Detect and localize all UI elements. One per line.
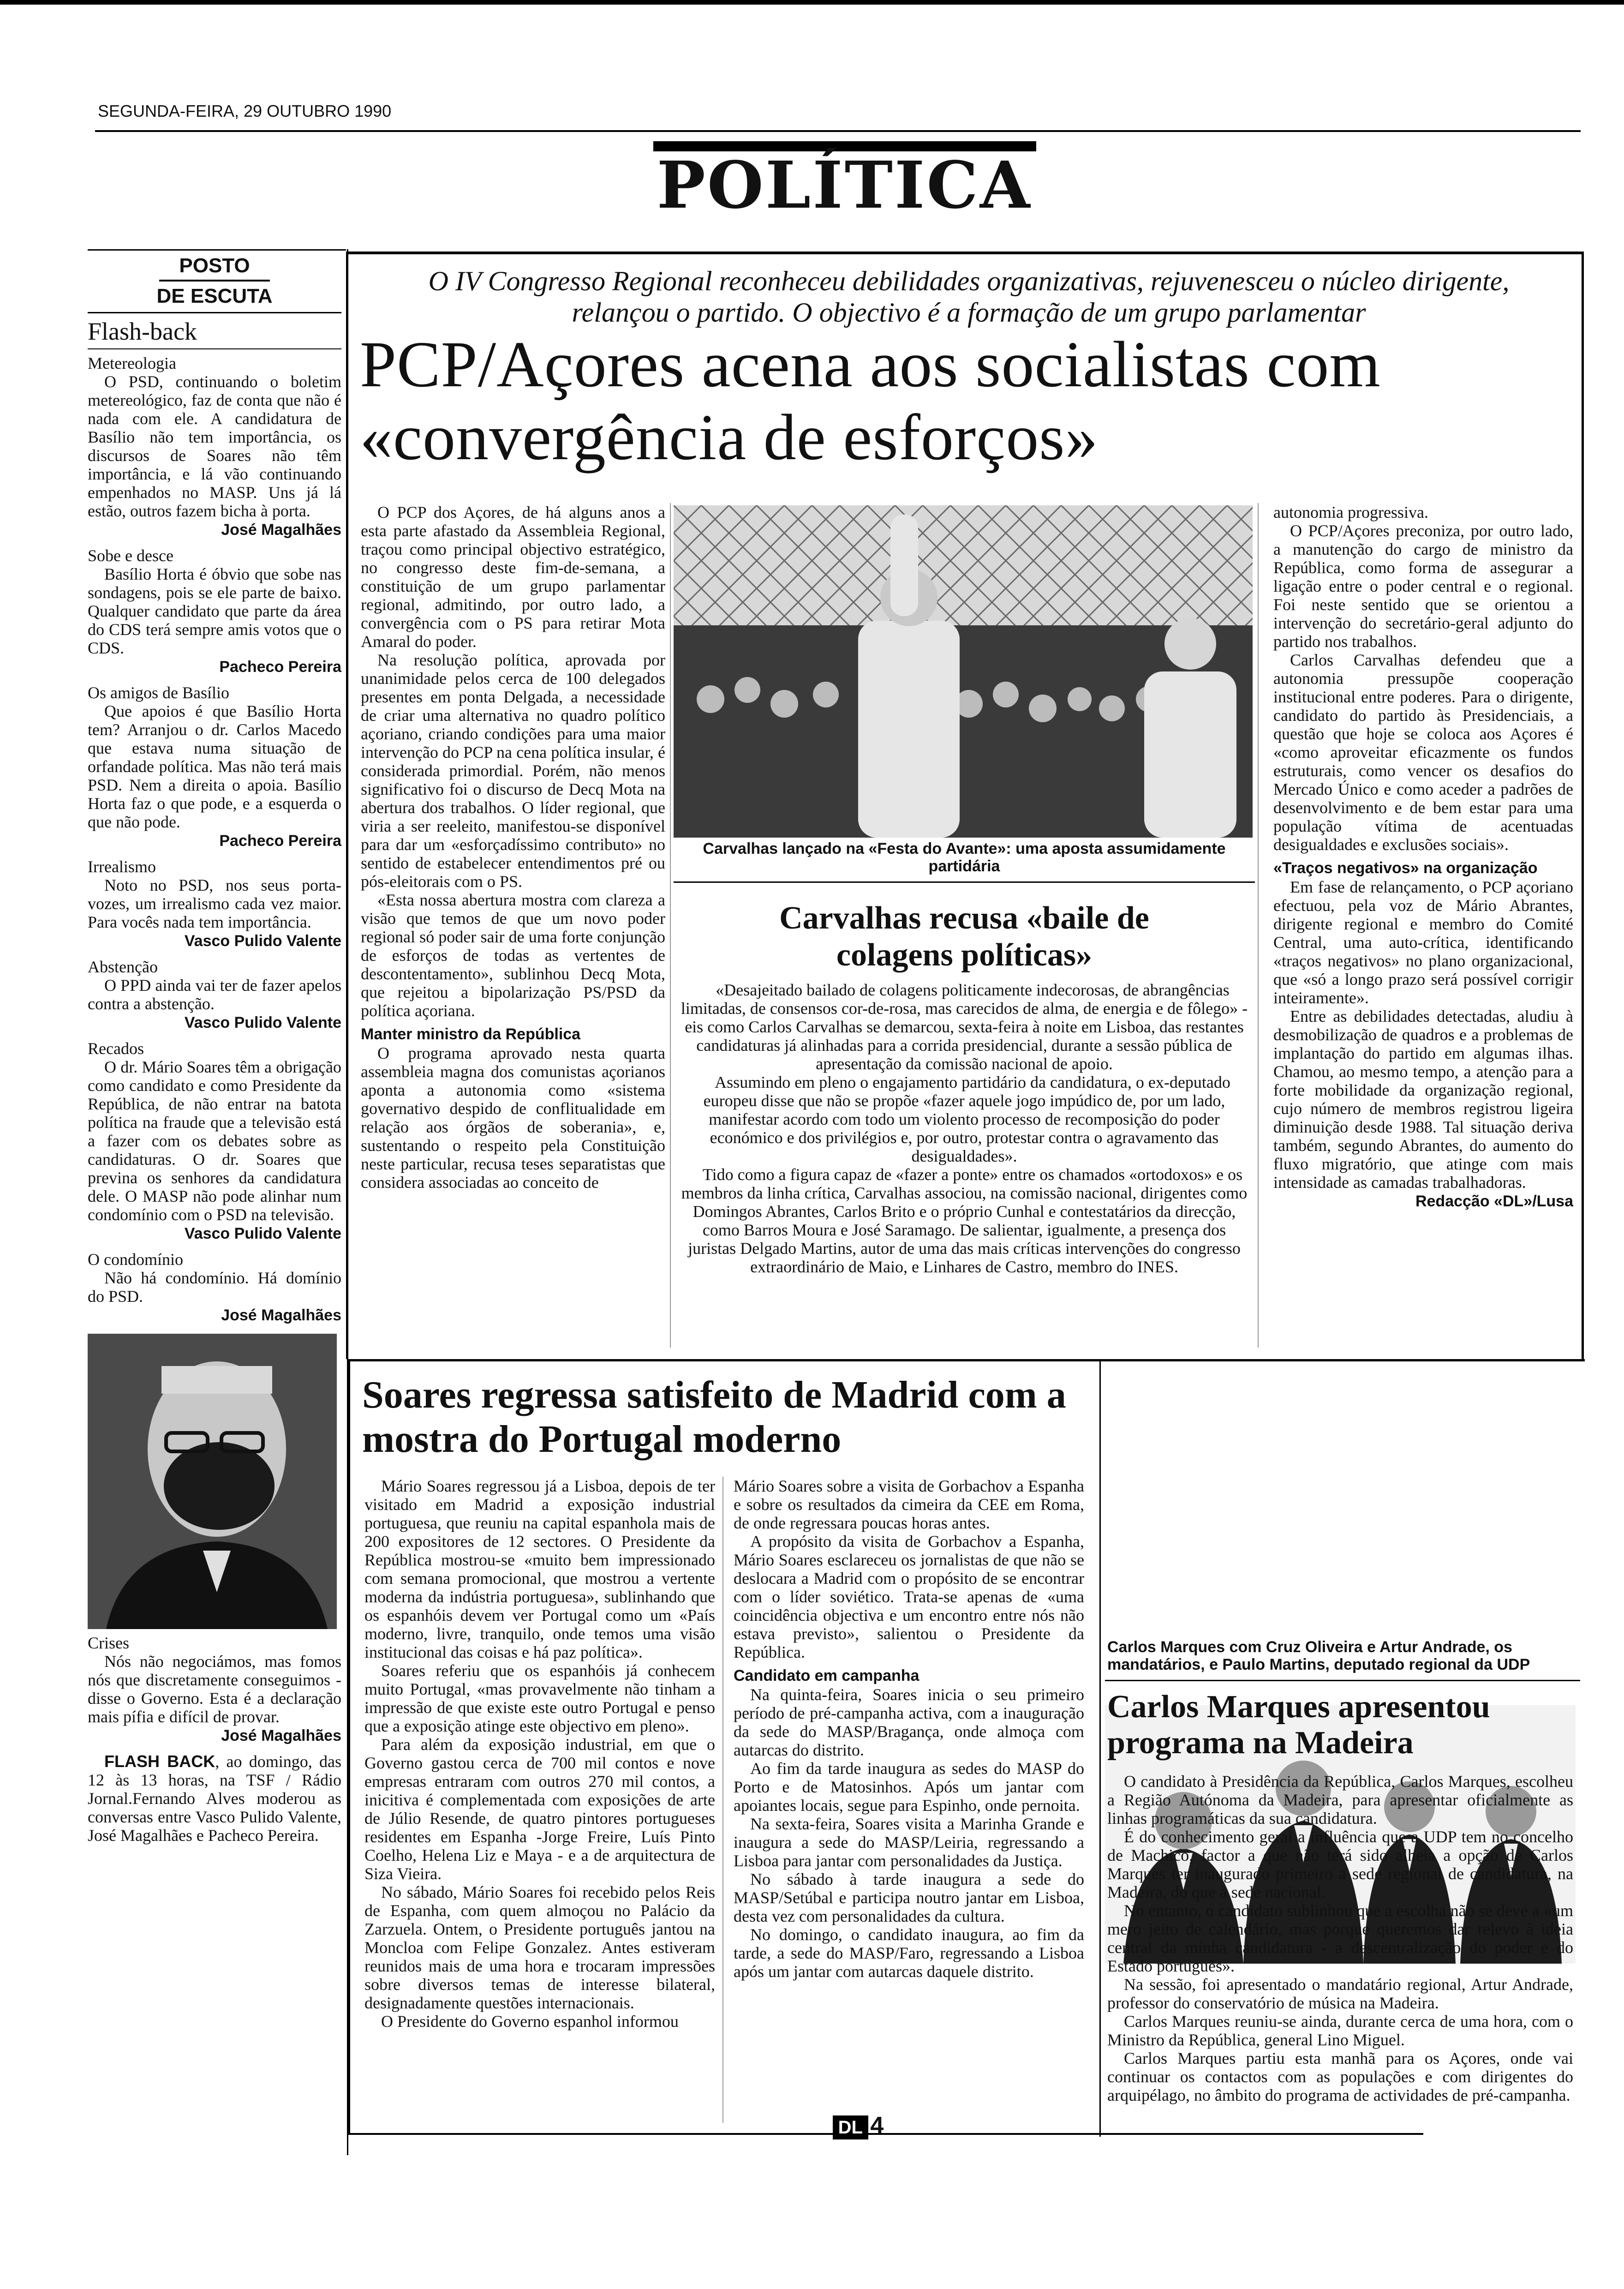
sidebar-item-text: Basílio Horta é óbvio que sobe nas sondagens, pois se ele parte de baixo. Qualquer candidato que parte da área do CDS terá sempre amis votos que o CDS.: [88, 565, 341, 657]
sidebar-item-text: O PPD ainda vai ter de fazer apelos contra a abstenção.: [88, 976, 341, 1013]
main-paragraph: O PCP/Açores preconiza, por outro lado, a manutenção do cargo de ministro da República, como forma de assegurar a ligação entre o poder central e o regional. Foi neste sentido que se orientou a intervenção do secretário-geral adjunto do partido nos trabalhos.: [1273, 521, 1573, 651]
sidebar-item: [88, 546, 341, 676]
soares-paragraph: No sábado, Mário Soares foi recebido pelos Reis de Espanha, com quem almoçou no Palácio da Zarzuela. Ontem, o Presidente português jantou na Moncloa com Felipe Gonzalez. Antes estiveram reunidos mais de uma hora e trocaram impressões sobre diversos temas de interesse bilateral, designadamente questões internacionais.: [364, 1883, 715, 2012]
carvalhas-photo-caption: Carvalhas lançado na «Festa do Avante»: uma aposta assumidamente partidária: [703, 840, 1226, 875]
main-subhead: Manter ministro da República: [361, 1025, 581, 1043]
sidebar-item-title: Os amigos de Basílio: [88, 683, 229, 702]
page-logo-icon: DL: [833, 2115, 868, 2139]
sidebar-item-author: José Magalhães: [221, 1727, 341, 1744]
carvalhas-photo: [674, 505, 1253, 838]
main-paragraph: O PCP dos Açores, de há alguns anos a esta parte afastado da Assembleia Regional, traçou como principal objectivo estratégico, no congresso deste fim-de-semana, a constituição de um grupo parlamentar regional, admitindo, por outro lado, a convergência com o PS para retirar Mota Amaral do poder.: [361, 503, 665, 651]
sidebar-item-author: Pacheco Pereira: [219, 658, 341, 676]
soares-col-2: [734, 1477, 1084, 1981]
sidebar-item-title: Metereologia: [88, 354, 176, 372]
main-col-1: [361, 503, 665, 1192]
top-border: [0, 0, 1624, 5]
sidebar-item: [88, 1250, 341, 1324]
section-title: POLÍTICA: [657, 148, 1032, 223]
sidebar-item-author: Vasco Pulido Valente: [184, 1014, 341, 1031]
soares-paragraph: Mário Soares regressou já a Lisboa, depois de ter visitado em Madrid a exposição industrial portuguesa, que reuniu na capital espanhola mais de 200 expositores de 12 sectores. O Presidente da República mostrou-se «muito bem impressionado com semana promocional, que mostrou a vertente moderna da indústria portuguesa», sublinhando que os espanhóis devem ver Portugal como um «País moderno, livre, tranquilo, onde temos uma visão institucional das coisas e há paz política».: [364, 1477, 715, 1661]
sidebar-title-1: POSTO: [179, 254, 250, 277]
masthead-rule: [95, 130, 1581, 132]
main-paragraph: autonomia progressiva.: [1273, 503, 1428, 521]
main-headline: PCP/Açores acena aos socialistas com «convergência de esforços»: [360, 328, 1381, 473]
sidebar-item-title: Abstenção: [88, 958, 158, 976]
main-paragraph: Entre as debilidades detectadas, aludiu à desmobilização de quadros e a problemas de implantação do partido em algumas ilhas. Chamou, ao mesmo tempo, a atenção para a forte mobilidade da organização regional, cujo número de membros registrou ligeira diminuição desde 1988. Tal situação deriva também, segundo Abrantes, do aumento do fluxo migratório, que atinge com mais intensidade as camadas trabalhadoras.: [1273, 1007, 1573, 1192]
sidebar-item-author: Pacheco Pereira: [219, 832, 341, 850]
marques-photo-caption: Carlos Marques com Cruz Oliveira e Artur Andrade, os mandatários, e Paulo Martins, deputado regional da UDP: [1107, 1638, 1530, 1673]
marques-headline: Carlos Marques apresentou programa na Madeira: [1107, 1689, 1490, 1761]
main-paragraph: Na resolução política, aprovada por unanimidade pelos cerca de 100 delegados presentes em ponta Delgada, a necessidade de criar uma alternativa no quadro político açoriano, criando condições para uma maior intervenção do PCP na cena política insular, é considerada primordial. Porém, não menos significativo foi o discurso de Decq Mota na abertura dos trabalhos. O líder regional, que viria a ser reeleito, manifestou-se disponível para dar um «esforçadíssimo contributo» no sentido de estabelecer entendimentos pré ou pós-eleitorais com o PS.: [361, 651, 665, 891]
sidebar-item-author: Vasco Pulido Valente: [184, 932, 341, 950]
soares-paragraph: Para além da exposição industrial, em que o Governo gastou cerca de 700 mil contos e nove empresas entraram com outros 270 mil contos, a inicitiva é complementada com exposições de arte de Júlio Resende, de quatro pintores portugueses residentes em Espanha -Jorge Freire, Luís Pinto Coelho, Helena Liz e Maya - e a de arquitectura de Siza Vieira.: [364, 1735, 715, 1883]
soares-paragraph: Soares referiu que os espanhóis já conhecem muito Portugal, «mas provavelmente não tinham a impressão de que existe este outro Portugal e penso que a exposição atinge este objectivo em pleno».: [364, 1661, 715, 1735]
sidebar-item-text: Não há condomínio. Há domínio do PSD.: [88, 1269, 341, 1306]
marques-body: [1107, 1772, 1573, 2104]
sidebar-box-top: [88, 249, 346, 251]
bottom-box-left: [348, 1359, 350, 2134]
soares-paragraph: No domingo, o candidato inaugura, ao fim da tarde, a sede do MASP/Faro, regressando a Lisboa após um jantar com autarcas daquele distrito.: [734, 1925, 1084, 1981]
marques-paragraph: É do conhecimento geral a influência que a UDP tem no concelho de Machico, factor a que não terá sido alheia a opção de Carlos Marques ter inaugurado primeiro a sede regional de candidatura, na Madeira, do que a sede nacional.: [1107, 1828, 1573, 1901]
sidebar-title-2: DE ESCUTA: [156, 285, 273, 307]
sidebar-item-author: Vasco Pulido Valente: [184, 1225, 341, 1242]
main-box-left: [346, 252, 348, 1359]
main-box-right: [1582, 252, 1584, 1359]
sub-paragraph: Tido como a figura capaz de «fazer a ponte» entre os chamados «ortodoxos» e os membros da linha crítica, Carvalhas associou, na comissão nacional, dirigentes como Domingos Abrantes, Carlos Brito e o próprio Cunhal e contestatários da direcção, como Barros Moura e José Saramago. De salientar, igualmente, a presença dos juristas Delgado Martins, autor de uma das mais críticas intervenções do congresso extraordinário de Maio, e Linhares de Castro, membro do INES.: [681, 1165, 1248, 1276]
sidebar-item-title: Recados: [88, 1039, 144, 1058]
soares-headline: Soares regressa satisfeito de Madrid com a mostra do Portugal moderno: [362, 1373, 1066, 1461]
soares-paragraph: Na quinta-feira, Soares inicia o seu primeiro período de pré-campanha activa, com a inauguração da sede do MASP/Bragança, onde almoça com autarcas do distrito.: [734, 1685, 1084, 1759]
date-line: SEGUNDA-FEIRA, 29 OUTUBRO 1990: [98, 102, 392, 120]
marques-paragraph: Na sessão, foi apresentado o mandatário regional, Artur Andrade, professor do conservatório de música na Madeira.: [1107, 1975, 1573, 2012]
sidebar-item-text: Nós não negociámos, mas fomos nós que discretamente conseguimos - disse o Governo. Esta é a declaração mais pífia e difícil de provar.: [88, 1652, 341, 1726]
sidebar-footer-lead: FLASH BACK: [104, 1752, 215, 1771]
sub-paragraph: «Desajeitado bailado de colagens politicamente indecorosas, de abrangências limitadas, de consensos cor-de-rosa, mas carecidos de alma, de energia e de fôlego» - eis como Carlos Carvalhas se demarcou, sexta-feira à noite em Lisboa, das restantes candidaturas já alinhadas para a corrida presidencial, durante a sessão pública de apresentação da comissão nacional de apoio.: [681, 981, 1248, 1073]
sidebar-item-title: Sobe e desce: [88, 546, 173, 565]
marques-paragraph: Carlos Marques reuniu-se ainda, durante cerca de uma hora, com o Ministro da República, general Lino Miguel.: [1107, 2012, 1573, 2049]
caption-rule: [674, 881, 1255, 883]
sidebar-footer-text: , ao domingo, das 12 às 13 horas, na TSF / Rádio Jornal.Fernando Alves moderou as conversas entre Vasco Pulido Valente, José Magalhães e Pacheco Pereira.: [88, 1752, 341, 1845]
bottom-box-top: [348, 1359, 1585, 1361]
sub-paragraph: Assumindo em pleno o engajamento partidário da candidatura, o ex-deputado europeu disse que não se propõe «fazer aquele jogo impúdico de, por um lado, manifestar acordo com todo um violento processo de recomposição do poder económico e dos privilégios e, por outro, protestar contra o agravamento das desigualdades».: [703, 1073, 1230, 1165]
sidebar-title-rule: [159, 280, 270, 282]
sidebar-item-title: Irrealismo: [88, 857, 156, 876]
soares-paragraph: A propósito da visita de Gorbachov a Espanha, Mário Soares esclareceu os jornalistas de que não se deslocara a Madrid com o propósito de se encontrar com o líder soviético. Trata-se apenas de «uma coincidência objectiva e um encontro entre nós não estava previsto», salientou o Presidente da República.: [734, 1532, 1084, 1661]
sidebar-item-title: O condomínio: [88, 1250, 183, 1269]
soares-paragraph: No sábado à tarde inaugura a sede do MASP/Setúbal e participa noutro jantar em Lisboa, desta vez com personalidades da cultura.: [734, 1870, 1084, 1925]
sidebar-footer: [88, 1752, 341, 1845]
main-paragraph: Carlos Carvalhas defendeu que a autonomia pressupõe cooperação institucional entre poderes. Para o dirigente, candidato do partido às Presidenciais, a questão que hoje se coloca aos Açores é «como aproveitar eficazmente os fundos estruturais, como vencer os desafios do Mercado Único e como aceder a padrões de desenvolvimento e de bem estar para uma população vítima de acentuadas desigualdades e exclusões sociais».: [1273, 651, 1573, 854]
main-box-top: [346, 252, 1582, 254]
main-subhead: «Traços negativos» na organização: [1273, 859, 1538, 877]
col-rule: [722, 1477, 723, 2123]
sidebar-item: [88, 354, 341, 539]
soares-subhead: Candidato em campanha: [734, 1667, 919, 1684]
sidebar-item-text: Noto no PSD, nos seus porta-vozes, um irrealismo cada vez maior. Para vocês nada tem importância.: [88, 876, 341, 931]
sub-headline: Carvalhas recusa «baile de colagens políticas»: [779, 900, 1149, 973]
sidebar-item: [88, 958, 341, 1032]
sidebar-column: [88, 254, 341, 2137]
main-paragraph: «Esta nossa abertura mostra com clareza a visão que temos de que um novo poder regional só poder sair de uma forte conjunção de esforços de todas as vertentes de descontentamento», sublinhou Decq Mota, que rejeitou a bipolarização PS/PSD da política açoriana.: [361, 891, 665, 1020]
sidebar-heading-rule: [88, 348, 341, 349]
soares-paragraph: O Presidente do Governo espanhol informou: [381, 2012, 679, 2031]
sub-article-body: [678, 981, 1250, 1276]
col-rule: [670, 503, 671, 1348]
kicker: O IV Congresso Regional reconheceu debilidades organizativas, rejuvenesceu o núcleo dirigente, relançou o partido. O objectivo é a formação de um grupo parlamentar: [428, 266, 1510, 328]
sidebar-item: [88, 683, 341, 850]
main-col-3: [1273, 503, 1573, 1218]
sidebar-title-rule-2: [88, 312, 341, 313]
sidebar-item-title: Crises: [88, 1634, 129, 1652]
main-paragraph: Em fase de relançamento, o PCP açoriano efectuou, pela voz de Mário Abrantes, dirigente regional e membro do Comité Central, uma auto-crítica, identificando «traços negativos» no plano organizacional, que «só a longo prazo será possível corrigir inteiramente».: [1273, 878, 1573, 1007]
main-paragraph: O programa aprovado nesta quarta assembleia magna dos comunistas açorianos aponta a autonomia como «sistema governativo despido de conflitualidade em relação aos órgãos de soberania», e, sustentando o respeito pela Constituição neste particular, recusa teses separatistas que considera associadas ao conceito de: [361, 1044, 665, 1192]
main-credit: Redacção «DL»/Lusa: [1415, 1192, 1573, 1210]
col-rule: [1258, 503, 1259, 1348]
sidebar-item: [88, 1634, 341, 1745]
marques-paragraph: Carlos Marques partiu esta manhã para os Açores, onde vai continuar os contactos com as populações e com dirigentes do arquipélago, no âmbito do programa de actividades de pré-campanha.: [1107, 2049, 1573, 2104]
page-number: [803, 2114, 914, 2141]
soares-paragraph: Ao fim da tarde inaugura as sedes do MASP do Porto e de Matosinhos. Após um jantar com apoiantes locais, segue para Espinho, onde pernoita.: [734, 1759, 1084, 1815]
sidebar-item-text: O dr. Mário Soares têm a obrigação como candidato e como Presidente da República, de não entrar na batota política na fraude que a televisão está a fazer com os debates sobre as candidaturas. O dr. Soares que previna os senhores da candidatura dele. O MASP não pode alinhar num condomínio com o PSD na televisão.: [88, 1058, 341, 1224]
sidebar-heading: Flash-back: [88, 318, 197, 345]
sidebar-portrait-photo: [88, 1334, 337, 1629]
sidebar-item-text: Que apoios é que Basílio Horta tem? Arranjou o dr. Carlos Macedo que estava numa situação de orfandade política. Mas não terá mais PSD. Nem a direita o apoia. Basílio Horta faz o que pode, e a esquerda o que não pode.: [88, 702, 341, 831]
soares-paragraph: Na sexta-feira, Soares visita a Marinha Grande e inaugura a sede do MASP/Leiria, regressando a Lisboa para jantar com personalidades da Justiça.: [734, 1815, 1084, 1870]
marques-box-right: [1099, 1361, 1101, 2137]
marques-caption-rule: [1105, 1680, 1580, 1681]
sidebar-item-author: José Magalhães: [221, 1306, 341, 1324]
portrait-silhouette-icon: [88, 1334, 337, 1629]
marques-paragraph: O candidato à Presidência da República, Carlos Marques, escolheu a Região Autónoma da Madeira, para apresentar oficialmente as linhas programáticas da sua candidatura.: [1107, 1772, 1573, 1828]
soares-paragraph: Mário Soares sobre a visita de Gorbachov a Espanha e sobre os resultados da cimeira da CEE em Roma, de onde regressara poucas horas antes.: [734, 1477, 1084, 1532]
page-number-value: 4: [870, 2112, 884, 2139]
sidebar-item: [88, 1039, 341, 1243]
sidebar-item-text: O PSD, continuando o boletim metereológico, faz de conta que não é nada com ele. A candidatura de Basílio não tem importância, os discursos de Soares não têm importância, e lá vão continuando empenhados no MASP. Uns já lá estão, outros fazem bicha à porta.: [88, 372, 341, 520]
sidebar-item-author: José Magalhães: [221, 521, 341, 539]
crowd-photo-icon: [674, 505, 1253, 838]
soares-col-1: [364, 1477, 715, 2031]
sidebar-item: [88, 857, 341, 950]
marques-paragraph: No entanto, o candidato sublinhou que a escolha não se deve a «um mero jeito de calendário, mas porque queremos dar relevo à ideia central da minha candidatura - a descentralização do poder e do Estado português».: [1107, 1901, 1573, 1975]
